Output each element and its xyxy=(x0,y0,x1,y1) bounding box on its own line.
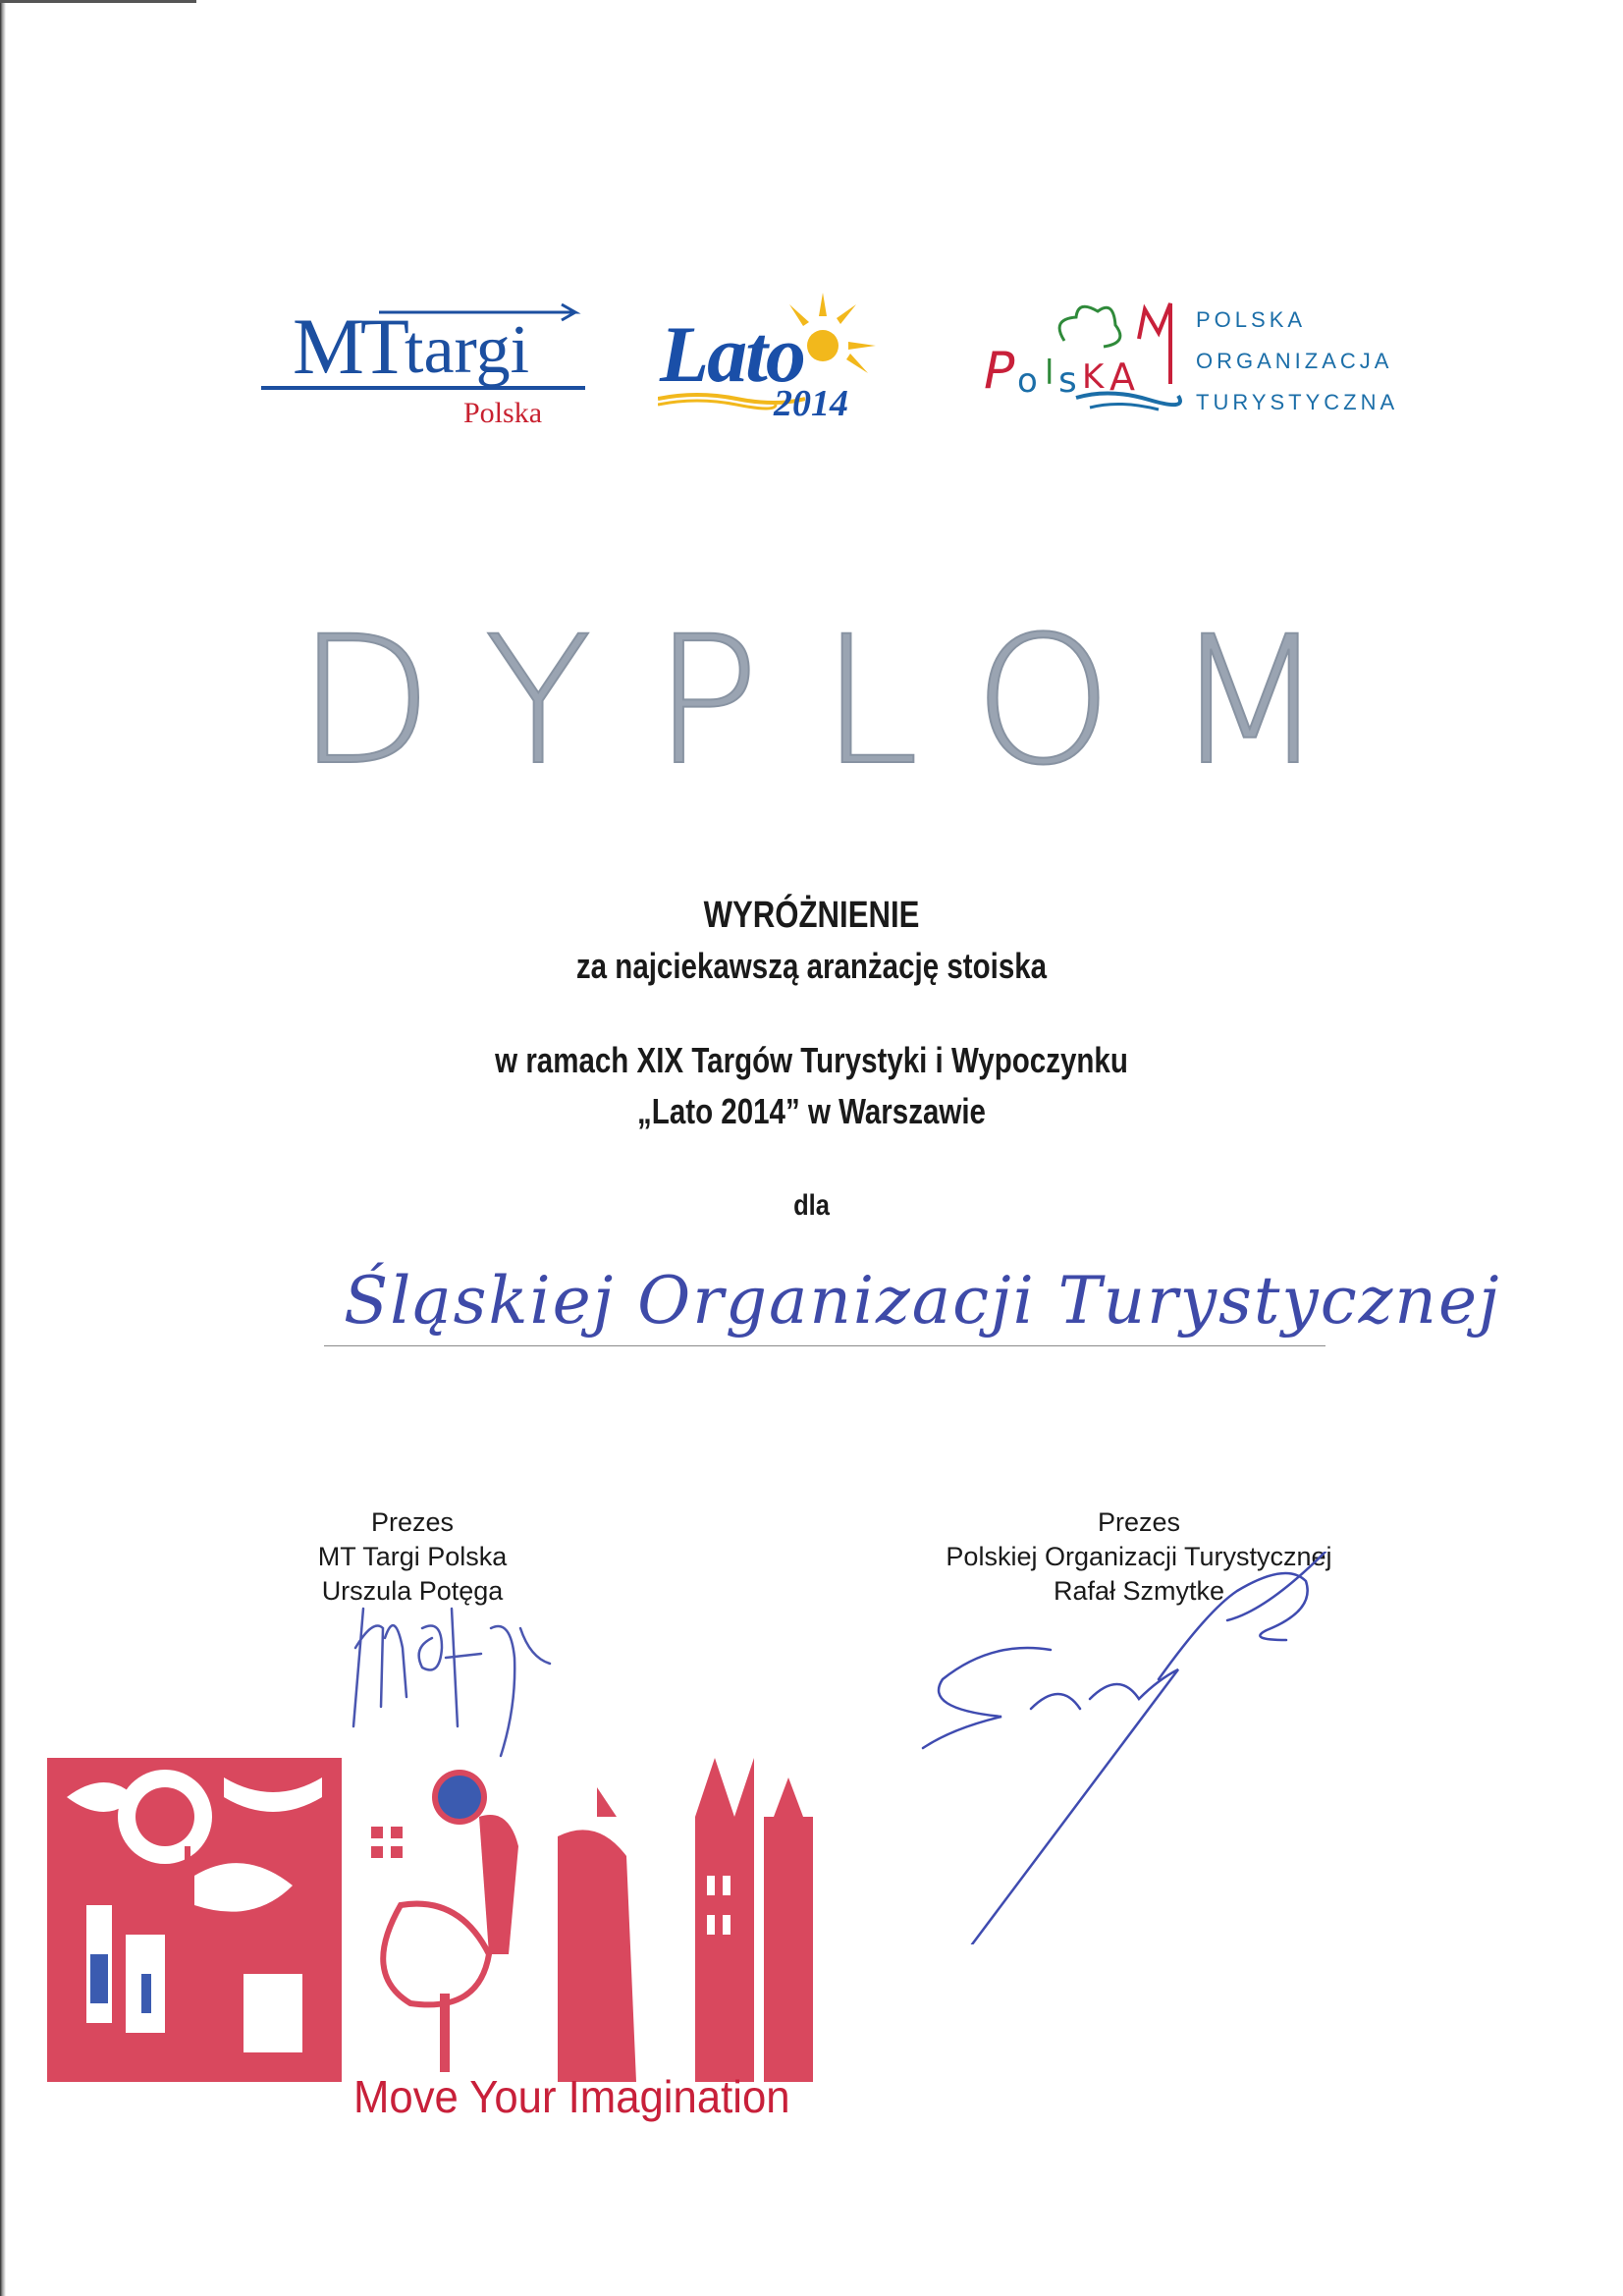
polska-brand-mark-icon xyxy=(982,290,1188,417)
mt-targi-logo-mt: MT xyxy=(293,301,406,391)
fair-line-1: w ramach XIX Targów Turystyki i Wypoczynku xyxy=(495,1040,1128,1080)
signer-org: Polskiej Organizacji Turystycznej xyxy=(946,1542,1332,1571)
svg-text:s: s xyxy=(1058,360,1077,401)
pot-logo-line: POLSKA xyxy=(1196,307,1307,332)
move-your-imagination-banner xyxy=(47,1758,823,2121)
recipient-name: Śląskiej Organizacji Turystycznej xyxy=(344,1263,1501,1339)
fair-line-2: „Lato 2014” w Warszawie xyxy=(637,1091,986,1131)
award-subtitle: za najciekawszą aranżację stoiska xyxy=(575,946,1048,986)
signer-name: Rafał Szmytke xyxy=(1053,1576,1225,1606)
signer-name: Urszula Potęga xyxy=(321,1576,504,1606)
for-label: dla xyxy=(793,1189,830,1222)
banner-tagline: Move Your Imagination xyxy=(353,2071,790,2122)
scan-edge xyxy=(0,0,6,2296)
mt-targi-logo-targi: targi xyxy=(405,312,530,388)
svg-text:P: P xyxy=(984,342,1015,401)
signature-left-icon xyxy=(324,1589,560,1766)
lato-logo-year: 2014 xyxy=(774,383,848,424)
signer-role: Prezes xyxy=(1097,1507,1181,1537)
pot-logo xyxy=(972,290,1404,427)
svg-text:K: K xyxy=(1082,357,1105,397)
pot-logo-text xyxy=(1196,300,1398,423)
signer-role: Prezes xyxy=(370,1507,455,1537)
svg-text:A: A xyxy=(1109,355,1135,399)
mt-targi-logo xyxy=(257,295,591,432)
lato-2014-logo xyxy=(648,285,884,432)
pot-logo-line: TURYSTYCZNA xyxy=(1196,390,1399,414)
svg-text:l: l xyxy=(1045,354,1055,393)
lato-logo-word: Lato xyxy=(660,309,804,399)
svg-text:o: o xyxy=(1017,361,1038,401)
mt-targi-logo-sub: Polska xyxy=(463,397,543,429)
diploma-title: DYPLOM xyxy=(297,599,1387,804)
award-title: WYRÓŻNIENIE xyxy=(703,895,920,936)
scan-edge-top xyxy=(0,0,196,3)
recipient-line xyxy=(324,1263,1501,1346)
signature-right-icon xyxy=(913,1552,1365,1944)
pot-logo-line: ORGANIZACJA xyxy=(1196,349,1393,373)
signer-org: MT Targi Polska xyxy=(317,1542,508,1571)
